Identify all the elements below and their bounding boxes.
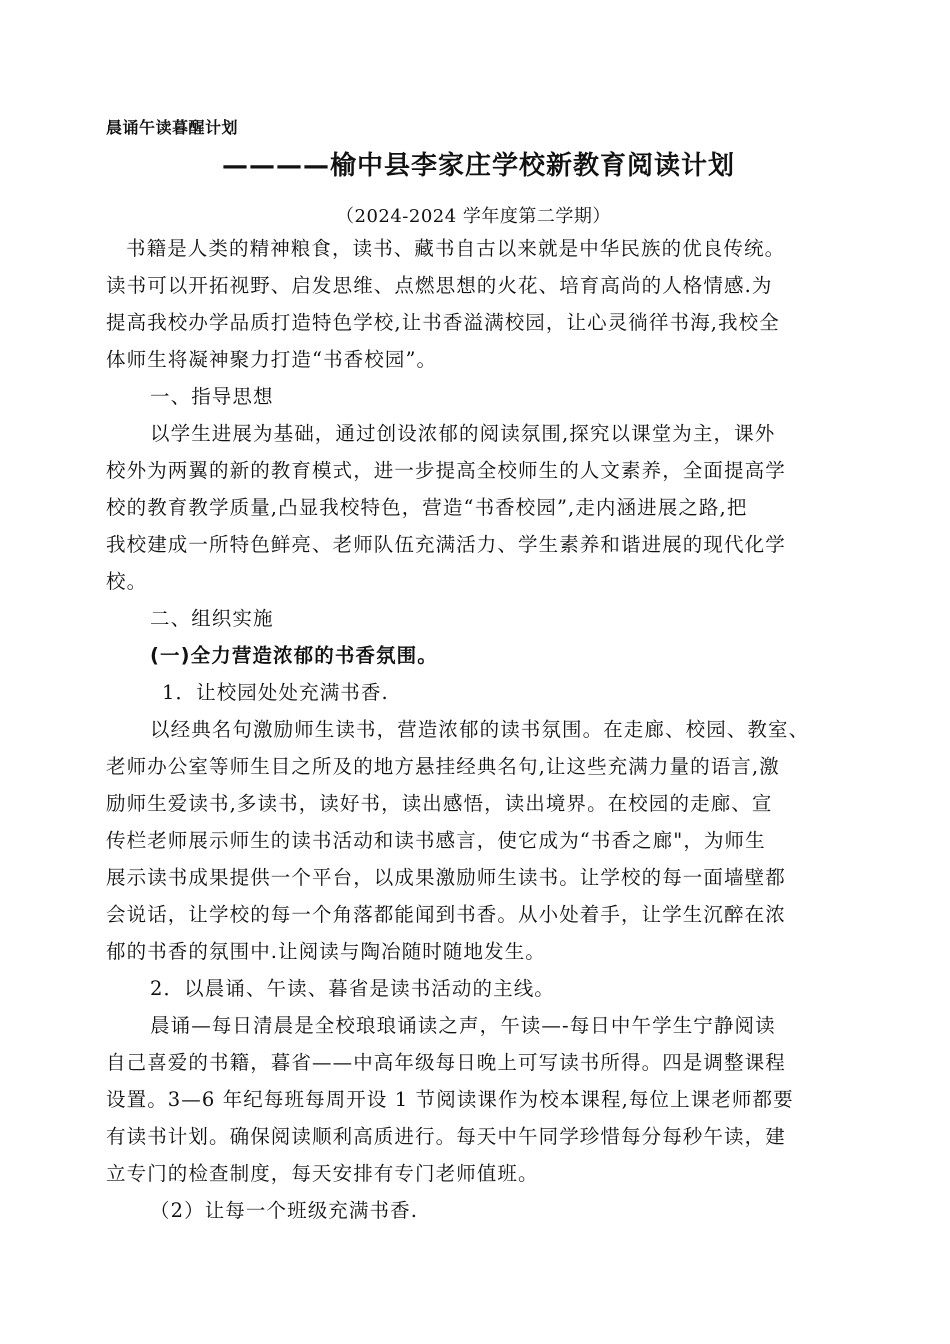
paragraph-line: 以经典名句激励师生读书，营造浓郁的读书氛围。在走廊、校园、教室、 [150,718,810,741]
paragraph-line: 以学生进展为基础，通过创设浓郁的阅读氛围,探究以课堂为主，课外 [150,422,776,445]
section-heading: 二、组织实施 [150,607,274,630]
paragraph-line: 展示读书成果提供一个平台，以成果激励师生读书。让学校的每一面墙壁都 [106,866,786,889]
paragraph-line: 郁的书香的氛围中.让阅读与陶冶随时随地发生。 [106,940,546,963]
section-heading: 一、指导思想 [150,385,274,408]
document-subtitle: （2024-2024 学年度第二学期） [336,206,611,227]
paragraph-line: 书籍是人类的精神粮食，读书、藏书自古以来就是中华民族的优良传统。 [126,237,786,260]
document-title: ————榆中县李家庄学校新教育阅读计划 [222,151,736,181]
paragraph-line: 有读书计划。确保阅读顺利高质进行。每天中午同学珍惜每分每秒午读，建 [106,1125,786,1148]
paragraph-line: 我校建成一所特色鲜亮、老师队伍充满活力、学生素养和谐进展的现代化学 [106,533,786,556]
paragraph-line: 励师生爱读书,多读书，读好书，读出感悟，读出境界。在校园的走廊、宣 [106,792,773,815]
paragraph-line: 体师生将凝神聚力打造“书香校园”。 [106,348,438,371]
paragraph-line: 晨诵—每日清晨是全校琅琅诵读之声，午读—-每日中午学生宁静阅读 [150,1014,776,1037]
paragraph-line: 读书可以开拓视野、启发思维、点燃思想的火花、培育高尚的人格情感.为 [106,274,773,297]
paragraph-line: 会说话，让学校的每一个角落都能闻到书香。从小处着手，让学生沉醉在浓 [106,903,786,926]
paragraph-line: 提高我校办学品质打造特色学校,让书香溢满校园，让心灵徜徉书海,我校全 [106,311,780,334]
paragraph-line: 传栏老师展示师生的读书活动和读书感言，使它成为“书香之廊"，为师生 [106,829,766,852]
item-heading: （2）让每一个班级充满书香. [150,1199,419,1222]
paragraph-line: 设置。3—6 年纪每班每周开设 1 节阅读课作为校本课程,每位上课老师都要 [106,1088,794,1111]
paragraph-line: 校的教育教学质量,凸显我校特色，营造“书香校园”,走内涵进展之路,把 [106,496,748,519]
item-heading: 1．让校园处处充满书香. [162,681,389,704]
plan-label: 晨诵午读暮醒计划 [106,118,239,137]
paragraph-line: 校外为两翼的新的教育模式，进一步提高全校师生的人文素养，全面提高学 [106,459,786,482]
paragraph-line: 自己喜爱的书籍，暮省——中高年级每日晚上可写读书所得。四是调整课程 [106,1051,786,1074]
paragraph-line: 老师办公室等师生目之所及的地方悬挂经典名句,让这些充满力量的语言,激 [106,755,780,778]
paragraph-line: 立专门的检查制度，每天安排有专门老师值班。 [106,1162,539,1185]
subsection-heading: (一)全力营造浓郁的书香氛围。 [150,644,438,667]
item-heading: 2．以晨诵、午读、暮省是读书活动的主线。 [150,977,555,1000]
paragraph-line: 校。 [106,570,148,593]
